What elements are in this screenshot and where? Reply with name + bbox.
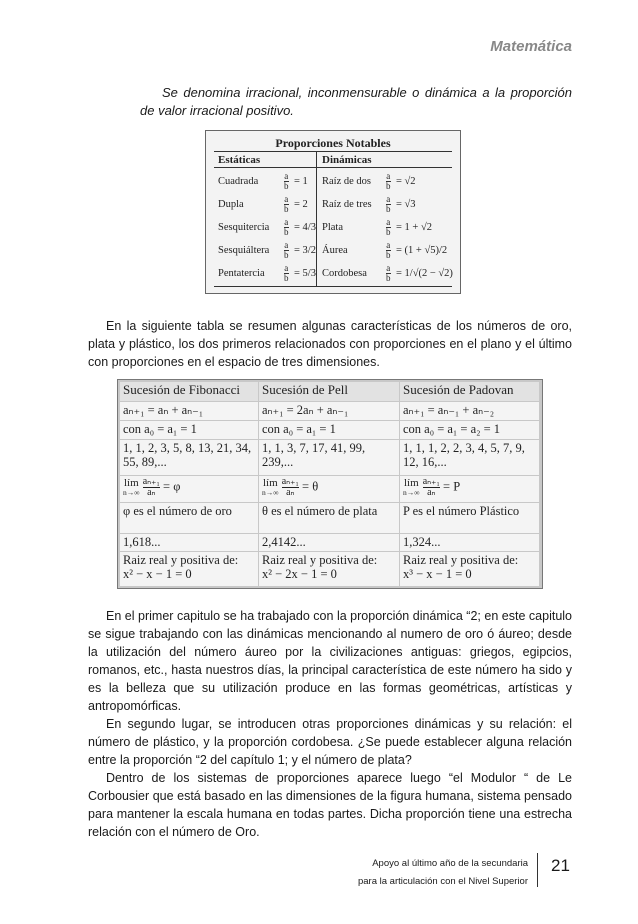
column-header: Sucesión de Pell <box>259 382 399 401</box>
table-row <box>214 216 452 239</box>
recurrence-cell: aₙ₊₁ = aₙ₋₁ + aₙ₋₂ <box>400 402 539 420</box>
recurrence-cell: aₙ₊₁ = 2aₙ + aₙ₋₁ <box>259 402 399 420</box>
intro-paragraph: Se denomina irracional, inconmensurable o dinámica a la proporción de valor irracional positivo. <box>140 85 572 118</box>
recurrence-cell: aₙ₊₁ = aₙ + aₙ₋₁ <box>120 402 258 420</box>
dynamic-name: Raíz de dos <box>322 176 371 187</box>
ratio-fraction: a b <box>386 171 391 191</box>
constant-value-cell: 1,618... <box>120 534 258 551</box>
dynamic-value: = (1 + √5)/2 <box>396 245 448 256</box>
static-value: = 3/2 <box>294 245 316 256</box>
constant-name-cell: P es el número Plástico <box>400 503 539 533</box>
ratio-fraction: a b <box>284 240 289 260</box>
dynamic-value: = 1/√(2 − √2) <box>396 268 453 279</box>
static-value: = 5/3 <box>294 268 316 279</box>
equation-cell: Raiz real y positiva de: x² − x − 1 = 0 <box>120 552 258 586</box>
initial-condition-cell: con a₀ = a₁ = 1 <box>259 421 399 439</box>
table-row <box>214 262 452 285</box>
dynamic-value: = 1 + √2 <box>396 222 432 233</box>
limit-cell: lím n→∞ $\frac{\text{aₙ₊₁}}{\text{aₙ}}$ = θ <box>259 476 399 502</box>
footer-divider <box>537 853 538 887</box>
static-name: Dupla <box>218 199 244 210</box>
column-header: Sucesión de Padovan <box>400 382 539 401</box>
sequence-cell: 1, 1, 1, 2, 2, 3, 4, 5, 7, 9, 12, 16,... <box>400 440 539 475</box>
static-value: = 4/3 <box>294 222 316 233</box>
table-row <box>214 239 452 262</box>
paragraph: En segundo lugar, se introducen otras proporciones dinámicas y su relación: el número de plástico, y la proporción cordobesa. ¿Se puede establecer alguna relación entre la proporción “2 del capítulo 1; y el número de plata? <box>88 717 572 767</box>
ratio-fraction: a b <box>386 194 391 214</box>
static-name: Cuadrada <box>218 176 259 187</box>
paragraph-summary: En la siguiente tabla se resumen algunas características de los números de oro, plata y plástico, los dos primeros relacionados con proporciones en el plano y el último con proporciones en el espacio de tres dimensiones. <box>88 319 572 369</box>
ratio-fraction: a b <box>386 240 391 260</box>
column-header-static: Estáticas <box>218 154 261 166</box>
static-name: Sesquitercia <box>218 222 270 233</box>
column-header-dynamic: Dinámicas <box>322 154 372 166</box>
dynamic-name: Raíz de tres <box>322 199 372 210</box>
column-header: Sucesión de Fibonacci <box>120 382 258 401</box>
paragraph: En el primer capitulo se ha trabajado con la proporción dinámica “2; en este capitulo se sigue trabajando con las dinámicas mencionando al numero de oro ó áureo; desde la utilización del número áureo por la civilizaciones antiguas: griegos, egipcios, romanos, etc., hasta nuestros días, la principal característica de este número ha sido y es la belleza que su utilización produce en las formas geométricas, artísticas y antropomórficas. <box>88 609 572 713</box>
footer-text: Apoyo al último año de la secundaria para la articulación con el Nivel Superior <box>357 858 528 887</box>
dynamic-name: Áurea <box>322 245 348 256</box>
sequences-table <box>117 379 543 589</box>
section-title: Matemática <box>490 38 572 55</box>
equation-cell: Raiz real y positiva de: x² − 2x − 1 = 0 <box>259 552 399 586</box>
table-row <box>214 170 452 193</box>
dynamic-name: Cordobesa <box>322 268 367 279</box>
dynamic-value: = √3 <box>396 199 416 210</box>
equation-cell: Raiz real y positiva de: x³ − x − 1 = 0 <box>400 552 539 586</box>
sequence-cell: 1, 1, 2, 3, 5, 8, 13, 21, 34, 55, 89,... <box>120 440 258 475</box>
ratio-fraction: a b <box>386 217 391 237</box>
sequence-cell: 1, 1, 3, 7, 17, 41, 99, 239,... <box>259 440 399 475</box>
ratio-fraction: a b <box>284 194 289 214</box>
constant-value-cell: 2,4142... <box>259 534 399 551</box>
dynamic-name: Plata <box>322 222 343 233</box>
limit-cell: lím n→∞ $\frac{\text{aₙ₊₁}}{\text{aₙ}}$ = P <box>400 476 539 502</box>
table-title: Proporciones Notables <box>275 136 391 150</box>
constant-name-cell: φ es el número de oro <box>120 503 258 533</box>
proportions-table <box>205 130 461 294</box>
initial-condition-cell: con a₀ = a₁ = 1 <box>120 421 258 439</box>
static-name: Pentatercia <box>218 268 265 279</box>
constant-name-cell: θ es el número de plata <box>259 503 399 533</box>
table-row <box>214 193 452 216</box>
page-number: 21 <box>551 856 570 875</box>
paragraph: Dentro de los sistemas de proporciones aparece luego “el Modulor “ de Le Corbousier que está basado en las dimensiones de la figura humana, sistema pensado para mantener la escala humana en todas partes. Dicha proporción tiene una estrecha relación con el número de Oro. <box>88 771 572 839</box>
body-text <box>88 607 572 841</box>
limit-cell: lím n→∞ $\frac{\text{aₙ₊₁}}{\text{aₙ}}$ = φ <box>120 476 258 502</box>
dynamic-value: = √2 <box>396 176 416 187</box>
ratio-fraction: a b <box>284 217 289 237</box>
ratio-fraction: a b <box>386 263 391 283</box>
static-value: = 2 <box>294 199 308 210</box>
initial-condition-cell: con a₀ = a₁ = a₂ = 1 <box>400 421 539 439</box>
static-value: = 1 <box>294 176 308 187</box>
constant-value-cell: 1,324... <box>400 534 539 551</box>
static-name: Sesquiáltera <box>218 245 270 256</box>
ratio-fraction: a b <box>284 263 289 283</box>
ratio-fraction: a b <box>284 171 289 191</box>
